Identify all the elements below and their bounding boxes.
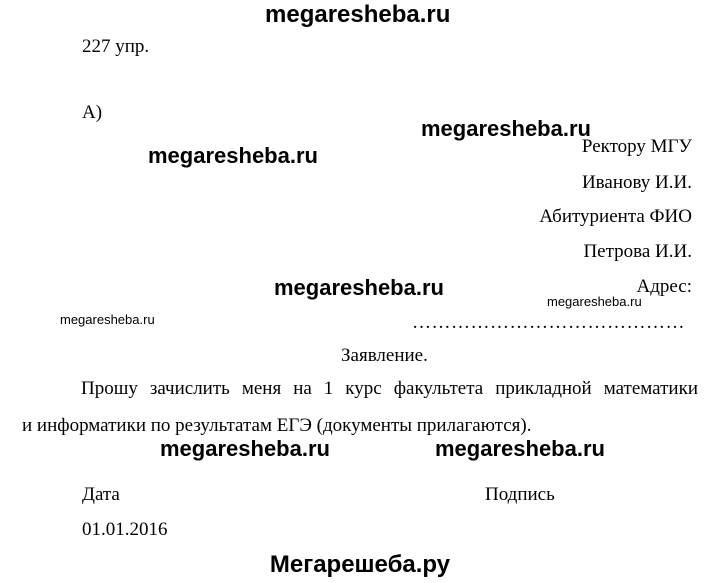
part-label: А)	[82, 102, 103, 123]
watermark-2: megaresheba.ru	[148, 143, 318, 168]
watermark-7: megaresheba.ru	[435, 436, 605, 461]
date-label: Дата	[82, 484, 120, 505]
date-value: 01.01.2016	[82, 519, 168, 540]
recipient-line-2: Иванову И.И.	[581, 172, 692, 193]
signature-label: Подпись	[485, 484, 555, 505]
watermark-footer: Мегарешеба.ру	[269, 551, 451, 578]
watermark-3: megaresheba.ru	[274, 275, 444, 300]
applicant-line-1: Абитуриента ФИО	[539, 206, 692, 227]
watermark-header: megaresheba.ru	[265, 1, 451, 28]
recipient-line-1: Ректору МГУ	[581, 136, 692, 157]
watermark-4: megaresheba.ru	[547, 294, 642, 309]
applicant-line-2: Петрова И.И.	[583, 241, 692, 262]
document-body	[22, 370, 698, 444]
watermark-6: megaresheba.ru	[160, 436, 330, 461]
exercise-number: 227 упр.	[82, 36, 150, 57]
watermark-5: megaresheba.ru	[60, 312, 155, 327]
document-title: Заявление.	[341, 345, 428, 366]
address-label: Адрес:	[636, 276, 692, 297]
address-dots: ……………………………………	[412, 312, 685, 333]
watermark-1: megaresheba.ru	[421, 116, 591, 141]
body-line-1: Прошу зачислить меня на 1 курс факультета прикладной математики	[81, 378, 698, 399]
body-line-2: и информатики по результатам ЕГЭ (документы прилагаются).	[22, 415, 532, 436]
